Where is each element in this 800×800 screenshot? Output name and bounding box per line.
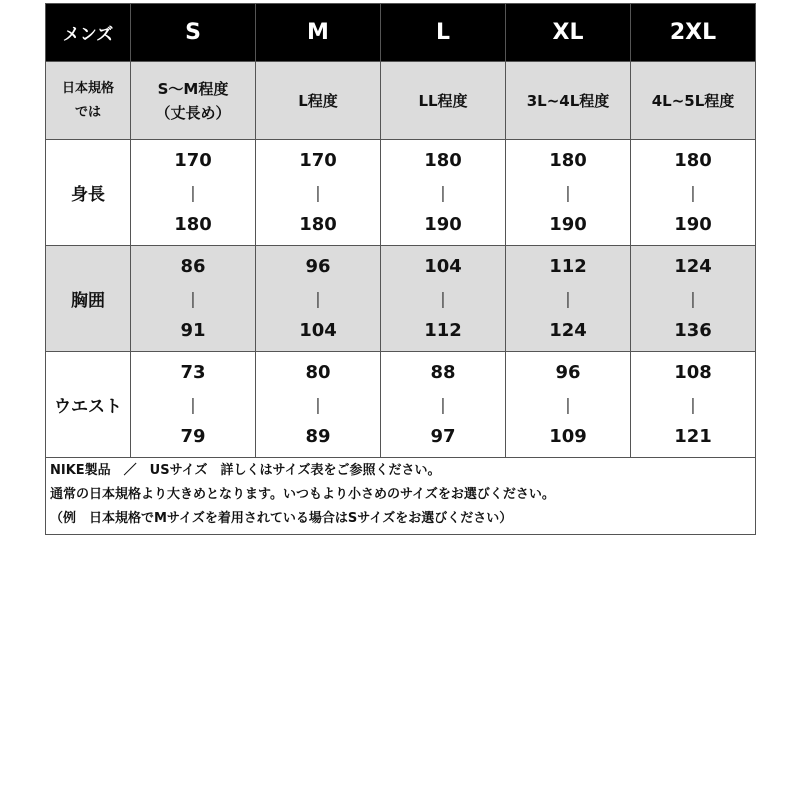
height-row bbox=[46, 140, 756, 246]
category-label: メンズ bbox=[46, 4, 131, 62]
range-cell: 108 | 121 bbox=[631, 352, 756, 458]
japan-equivalent-xl: 3L~4L程度 bbox=[506, 62, 631, 140]
size-l-header: L bbox=[381, 4, 506, 62]
range-cell: 170 | 180 bbox=[131, 140, 256, 246]
size-2xl-header: 2XL bbox=[631, 4, 756, 62]
waist-label: ウエスト bbox=[46, 352, 131, 458]
notes-cell bbox=[46, 458, 756, 535]
japan-equivalent-2xl: 4L~5L程度 bbox=[631, 62, 756, 140]
japan-equivalent-row bbox=[46, 62, 756, 140]
size-s-header: S bbox=[131, 4, 256, 62]
japan-equivalent-l: LL程度 bbox=[381, 62, 506, 140]
range-cell: 73 | 79 bbox=[131, 352, 256, 458]
range-cell: 112 | 124 bbox=[506, 246, 631, 352]
range-cell: 88 | 97 bbox=[381, 352, 506, 458]
size-xl-header: XL bbox=[506, 4, 631, 62]
japan-equivalent-s: S～M程度 （丈長め） bbox=[131, 62, 256, 140]
size-m-header: M bbox=[256, 4, 381, 62]
range-cell: 80 | 89 bbox=[256, 352, 381, 458]
range-cell: 170 | 180 bbox=[256, 140, 381, 246]
japan-standard-label: 日本規格 では bbox=[46, 62, 131, 140]
japan-equivalent-m: L程度 bbox=[256, 62, 381, 140]
range-cell: 96 | 104 bbox=[256, 246, 381, 352]
size-chart-table bbox=[45, 3, 756, 535]
range-cell: 96 | 109 bbox=[506, 352, 631, 458]
note-line: NIKE製品 ／ USサイズ 詳しくはサイズ表をご参照ください。 bbox=[50, 463, 441, 478]
size-header-row bbox=[46, 4, 756, 62]
height-label: 身長 bbox=[46, 140, 131, 246]
chest-label: 胸囲 bbox=[46, 246, 131, 352]
range-cell: 124 | 136 bbox=[631, 246, 756, 352]
range-cell: 180 | 190 bbox=[506, 140, 631, 246]
note-line: （例 日本規格でMサイズを着用されている場合はSサイズをお選びください） bbox=[50, 511, 513, 526]
notes-row bbox=[46, 458, 756, 535]
range-cell: 180 | 190 bbox=[631, 140, 756, 246]
note-line: 通常の日本規格より大きめとなります。いつもより小さめのサイズをお選びください。 bbox=[50, 487, 555, 502]
range-cell: 104 | 112 bbox=[381, 246, 506, 352]
waist-row bbox=[46, 352, 756, 458]
chest-row bbox=[46, 246, 756, 352]
range-cell: 180 | 190 bbox=[381, 140, 506, 246]
range-cell: 86 | 91 bbox=[131, 246, 256, 352]
